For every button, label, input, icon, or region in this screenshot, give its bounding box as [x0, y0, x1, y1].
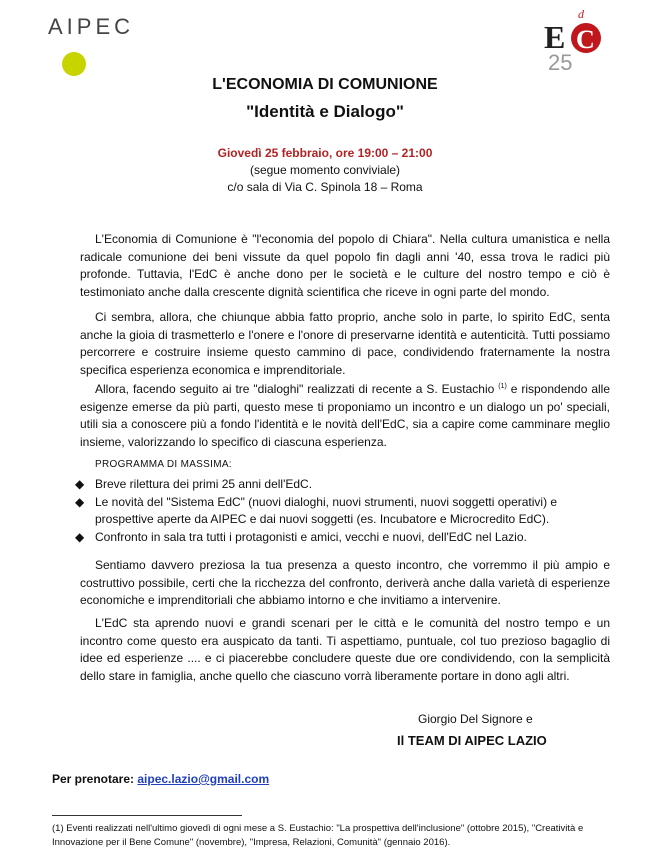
- aipec-logo-dot: [62, 52, 86, 76]
- event-date: Giovedì 25 febbraio, ore 19:00 – 21:00: [217, 146, 433, 160]
- event-note: (segue momento conviviale): [249, 163, 401, 177]
- event-location: c/o sala di Via C. Spinola 18 – Roma: [227, 180, 423, 194]
- diamond-bullet-icon: ◆: [75, 494, 85, 509]
- program-list: [75, 476, 610, 546]
- svg-text:C: C: [576, 25, 595, 54]
- footnote-divider: [52, 815, 242, 816]
- booking-label: Per prenotare:: [52, 772, 135, 786]
- paragraph-spirit: [80, 309, 610, 379]
- program-heading: PROGRAMMA DI MASSIMA:: [95, 459, 232, 470]
- page-title: L'ECONOMIA DI COMUNIONE: [212, 76, 438, 93]
- program-item-text: Breve rilettura dei primi 25 anni dell'EdC.: [95, 477, 313, 491]
- program-item: [75, 476, 610, 494]
- aipec-logo: [48, 14, 158, 74]
- program-item-text: Confronto in sala tra tutti i protagonisti e amici, vecchi e nuovi, dell'EdC nel Lazio.: [95, 529, 527, 544]
- booking-email-link[interactable]: aipec.lazio@gmail.com: [137, 772, 270, 786]
- paragraph-presence: [80, 557, 610, 610]
- paragraph-scenarios: [80, 615, 610, 685]
- program-item: [75, 529, 610, 547]
- svg-text:d: d: [578, 7, 584, 21]
- svg-text:25: 25: [548, 50, 573, 72]
- signature-name: Giorgio Del Signore e: [418, 712, 533, 726]
- footnote-ref: (1): [498, 383, 507, 390]
- paragraph-spirit-text: Ci sembra, allora, che chiunque abbia fatto proprio, anche solo in parte, lo spirito EdC, senta anche la gioia di trasmetterlo e l'onere e l'onore di preservarne identità e autenticità. Tutti possiamo percorrere e costruire insieme questo cammino di pace, condividendo fraternamente la nostra specifica esperienza economica e imprenditoriale.: [80, 310, 610, 377]
- diamond-bullet-icon: ◆: [75, 529, 85, 544]
- paragraph-intro: [80, 231, 610, 301]
- edc-25-logo: [542, 6, 604, 72]
- footnote: (1) Eventi realizzati nell'ultimo giovedì di ogni mese a S. Eustachio: "La prospettiva dell'inclusione" (ottobre 2015), "Creatività e Innovazione per il Bene Comune" (novembre), "Impresa, Relazioni, Comunità" (gennaio 2016).: [52, 823, 584, 848]
- booking-line: [52, 772, 269, 786]
- paragraph-dialogues-text-a: Allora, facendo seguito ai tre "dialoghi" realizzati di recente a S. Eustachio: [95, 382, 499, 396]
- diamond-bullet-icon: ◆: [75, 477, 85, 491]
- svg-text:E: E: [544, 19, 566, 55]
- aipec-logo-text: AIPEC: [48, 14, 135, 39]
- paragraph-presence-text: Sentiamo davvero preziosa la tua presenza a questo incontro, che vorremmo il più ampio e costruttivo possibile, certi che la ricchezza del confronto, deriverà anche dalla varietà di esperienze economiche e imprenditoriali che abbiamo intorno e che invitiamo a intervenire.: [80, 558, 610, 607]
- paragraph-dialogues: [80, 381, 610, 451]
- paragraph-dialogues-text-b: e rispondendo alle esigenze emerse da più parti, questo mese ti proponiamo un incontro e un dialogo un po' speciali, utili sia a conoscere più a fondo l'identità e le novità dell'EdC, sia a capire come camminare meglio insieme, valorizzando lo specifico di ciascuna esperienza.: [80, 382, 610, 449]
- paragraph-scenarios-text: L'EdC sta aprendo nuovi e grandi scenari per le città e le comunità del nostro tempo e un incontro come questo era auspicato da tanti. Ti aspettiamo, puntuale, col tuo prezioso bagaglio di idee ed esperienze .... e ci piacerebbe concludere queste due ore condividendo, con la semplicità dello stare in famiglia, anche quello che ciascuno vorrà liberamente portare in dono agli altri.: [80, 616, 610, 683]
- program-item: [75, 494, 610, 529]
- signature-team: Il TEAM DI AIPEC LAZIO: [397, 733, 547, 748]
- program-item-text: Le novità del "Sistema EdC" (nuovi dialoghi, nuovi strumenti, nuovi soggetti operativi) e prospettive aperte da AIPEC e dai nuovi soggetti (es. Incubatore e Microcredito EdC).: [95, 494, 558, 526]
- paragraph-intro-text: L'Economia di Comunione è "l'economia del popolo di Chiara". Nella cultura umanistica e nella radicale comunione dei beni vissute da quel popolo fin dagli anni '40, essa trova le radici più profonde. Tuttavia, l'EdC è anche dono per le società e le culture del nostro tempo e ciò è testimoniato anche dalla crescente dignità scientifica che riceve in ogni parte del mondo.: [80, 232, 610, 299]
- page-subtitle: "Identità e Dialogo": [246, 102, 404, 121]
